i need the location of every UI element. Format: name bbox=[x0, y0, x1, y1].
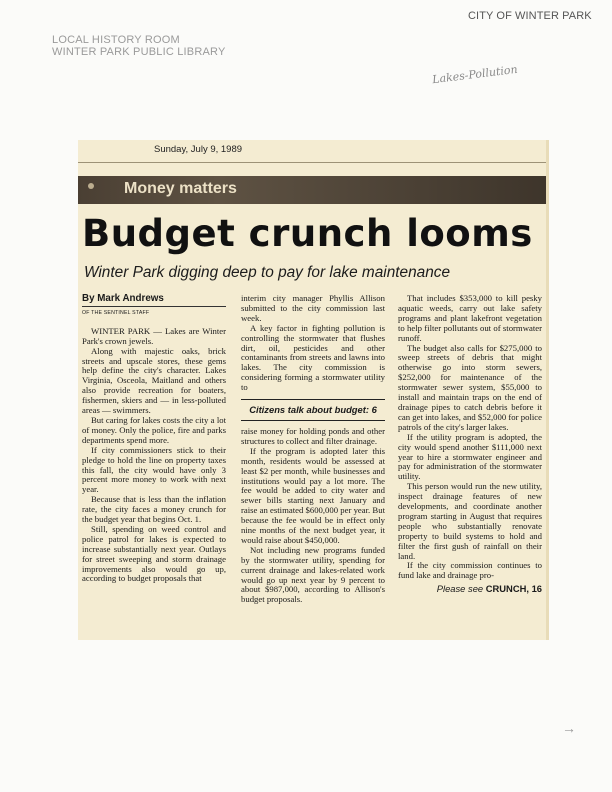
paragraph: If the program is adopted later this month, residents would be assessed at least $2 per month, while businesses and institutions would pay a lot more. The fee would be added to city water and sewer bills starting next January and raise an estimated $600,000 per year. But because the fee would be in effect only nine months of the next budget year, it would raise about $450,000. bbox=[241, 445, 385, 545]
subheadline: Winter Park digging deep to pay for lake maintenance bbox=[84, 264, 451, 281]
paragraph: WINTER PARK — Lakes are Winter Park's crown jewels. bbox=[82, 325, 226, 346]
byline: By Mark Andrews bbox=[82, 293, 164, 304]
newspaper-clipping bbox=[78, 140, 549, 640]
section-title: Money matters bbox=[124, 180, 237, 197]
paragraph: This person would run the new utility, inspect drainage features of new developments, and coordinate another program starting in August that requires people who substantially renovate property to build systems to hold and filter the first gush of rainfall on their land. bbox=[398, 481, 542, 561]
paragraph: If the city commission continues to fund lake and drainage pro- bbox=[398, 560, 542, 581]
paragraph: But caring for lakes costs the city a lot of money. Only the police, fire and parks departments spend more. bbox=[82, 414, 226, 445]
section-banner bbox=[78, 176, 546, 204]
city-stamp: CITY OF WINTER PARK bbox=[468, 10, 592, 22]
paragraph: If city commissioners stick to their pledge to hold the line on property taxes this fall, the city would have only 3 percent more money to work with next year. bbox=[82, 444, 226, 495]
paragraph: Not including new programs funded by the stormwater utility, spending for current drainage and lakes-related work would go up next year by 9 percent to about $987,000, according to Allison's budget proposals. bbox=[241, 544, 385, 605]
continuation-line bbox=[398, 584, 542, 594]
library-stamp bbox=[52, 34, 226, 58]
continuation-target: CRUNCH, 16 bbox=[485, 583, 542, 595]
banner-bullet-icon bbox=[88, 183, 94, 189]
pullquote: Citizens talk about budget: 6 bbox=[241, 399, 385, 421]
paragraph: That includes $353,000 to kill pesky aquatic weeds, carry out lake safety programs and plant lakefront vegetation to help filter pollutants out of stormwater runoff. bbox=[398, 293, 542, 343]
library-stamp-line-1: LOCAL HISTORY ROOM bbox=[52, 34, 180, 46]
library-stamp-line-2: WINTER PARK PUBLIC LIBRARY bbox=[52, 46, 226, 58]
headline: Budget crunch looms bbox=[82, 212, 533, 255]
paragraph: Because that is less than the inflation rate, the city faces a money crunch for the budget year that begins Oct. 1. bbox=[82, 494, 226, 525]
byline-affiliation: OF THE SENTINEL STAFF bbox=[82, 306, 226, 319]
dateline-rule bbox=[78, 162, 546, 163]
paragraph: raise money for holding ponds and other structures to collect and filter drainage. bbox=[241, 425, 385, 446]
pencil-arrow-icon: → bbox=[562, 722, 576, 737]
article-column-2 bbox=[241, 294, 385, 605]
paragraph: Still, spending on weed control and police patrol for lakes is expected to increase substantially next year. Outlays for street sweeping and storm drainage improvements also would go up, according to budget proposals that bbox=[82, 523, 226, 584]
paragraph: If the utility program is adopted, the city would spend another $111,000 next year to hire a stormwater engineer and pay for administration of the stormwater utility. bbox=[398, 431, 542, 482]
handwritten-note: Lakes-Pollution bbox=[431, 62, 519, 87]
paragraph: The budget also calls for $275,000 to sweep streets of debris that might otherwise go into storm sewers, $252,000 for maintenance of the stormwater sewer system, $55,000 to install and maintain traps on the end of drainage pipes to catch debris before it can get into lakes, and $52,000 for police patrols of the city's larger lakes. bbox=[398, 342, 542, 432]
paragraph: interim city manager Phyllis Allison submitted to the city commission last week. bbox=[241, 293, 385, 323]
paragraph: Along with majestic oaks, brick streets and upscale stores, these gems help define the city's character. Lakes Virginia, Osceola, Maitland and others also provide recreation for boaters, fishermen, skiers and — in less-polluted areas — swimmers. bbox=[82, 345, 226, 416]
article-column-3 bbox=[398, 294, 542, 594]
dateline: Sunday, July 9, 1989 bbox=[154, 144, 243, 155]
article-column-1 bbox=[82, 294, 226, 584]
continuation-text: Please see bbox=[436, 583, 484, 595]
paragraph: A key factor in fighting pollution is controlling the stormwater that flushes dirt, oil, pesticides and other contaminants from streets and lawns into lakes. The city commission is considering forming a stormwater utility to bbox=[241, 322, 385, 393]
